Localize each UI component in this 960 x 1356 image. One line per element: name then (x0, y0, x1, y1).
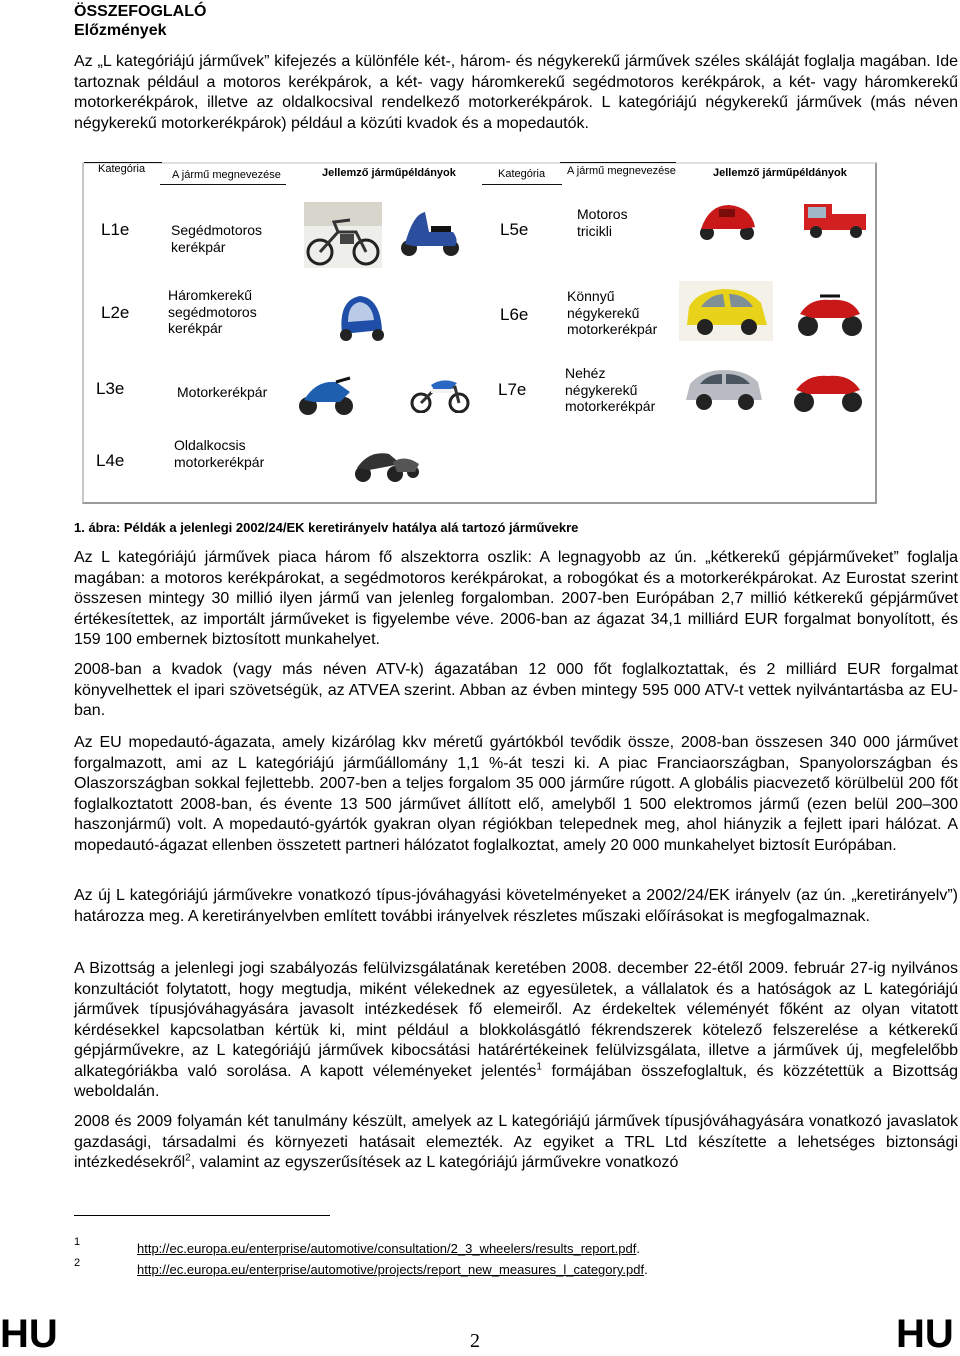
compact-car-photo (682, 364, 766, 414)
vehicle-name: Motorkerékpár (177, 384, 268, 400)
footnote-1 (137, 1241, 640, 1256)
footnote-link[interactable]: http://ec.europa.eu/enterprise/automotive/projects/report_new_measures_l_category.pdf (137, 1262, 645, 1277)
header-rule (482, 184, 562, 185)
microcar-paragraph: Az EU mopedautó-ágazata, amely kizárólag kkv méretű gyártókból tevődik össze, 2008-ban összesen 340 000 járművet forgalmazott, ami az L kategóriájú járműállomány 1,1 %-át teszi ki. A piac Franciaországban, Spanyolországban és Olaszországban sokkal fejlettebb. 2007-ben a teljes forgalom 35 000 járműre rúgott. A globális piacvezető körülbelül 200 főt foglalkoztatott 2008-ban, és évente 13 500 járművet állított elő, amelyből 1 500 elektromos jármű (ezen belül 200–300 haszonjármű) volt. A mopedautó-gyártók gyakran olyan régiókban telepednek meg, ahol hiányzik a fejlett ipari hálózat. A mopedautó-ágazat ellenben összetett partneri hálózatot foglalkoztat, amely 20 000 munkahelyet biztosít Európában. (74, 734, 958, 854)
covered-three-wheeler-photo (330, 290, 390, 342)
category-code: L7e (498, 380, 527, 399)
figure-caption: 1. ábra: Példák a jelenlegi 2002/24/EK keretirányelv hatálya alá tartozó járművekre (74, 520, 579, 535)
header-rule (84, 162, 162, 163)
pickup-truck-photo (800, 196, 870, 238)
language-code-right: HU (896, 1312, 954, 1356)
footnote-number: 1 (74, 1236, 81, 1248)
footnote-ref[interactable]: 1 (536, 1061, 542, 1073)
footnote-period: . (636, 1241, 640, 1256)
moped-photo (304, 202, 382, 268)
header-examples-right: Jellemző járműpéldányok (713, 167, 847, 179)
footnote-period: . (644, 1262, 648, 1277)
consultation-text: A Bizottság a jelenlegi jogi szabályozás felülvizsgálatának keretében 2008. december 22-étől 2009. február 27-ig nyilvános konzultációt folytatott, hogy megtudja, miként vélekednek az egyesületek, a vállalatok és a hatóságok az L kategóriájú járművek típusjóváhagyására javasolt intézkedések fő elemeiről. Az érdekeltek véleményét főként az olyan vitatott kérdésekkel kapcsolatban kértük ki, mint például a blokkolásgátló fékrendszerek kötelező felszerelése a kétkerekű gépjárművekre, az L kategóriájú járművek kibocsátási határértékeinek felülvizsgálata, illetve a járművek új, megfelelőbb alkategóriákba való sorolása. A kapott véleményeket jelentés (74, 960, 958, 1080)
sidecar-motorcycle-photo (349, 442, 421, 484)
page-number: 2 (470, 1330, 480, 1352)
studies-text-end: , valamint az egyszerűsítések az L kategóriájú járművekre vonatkozó (190, 1154, 679, 1171)
footnote-number: 2 (74, 1257, 81, 1269)
vehicle-name: Oldalkocsis motorkerékpár (174, 437, 265, 470)
consultation-paragraph (74, 959, 958, 1103)
studies-text: 2008 és 2009 folyamán két tanulmány készült, amelyek az L kategóriájú járművek típusjóváhagyására vonatkozó javaslatok gazdasági, társadalmi és környezeti hatásait elemezték. Az egyiket a TRL Ltd készítette a lehetséges biztonsági intézkedésekről (74, 1113, 958, 1171)
heavy-quad-photo (790, 366, 866, 414)
type-approval-paragraph: Az új L kategóriájú járművekre vonatkozó típus-jóváhagyási követelményeket a 2002/24/EK irányelv (az ún. „keretirányelv”) határozza meg. A keretirányelvben említett további irányelvek részletes műszaki előírásokat is megfogalmaznak. (74, 887, 958, 925)
category-code: L3e (96, 379, 125, 398)
header-category-right: Kategória (498, 168, 546, 180)
vehicle-name: Motoros tricikli (577, 206, 628, 239)
sport-motorcycle-photo (296, 372, 356, 416)
header-examples-left: Jellemző járműpéldányok (322, 167, 456, 179)
microcar-photo (679, 281, 773, 341)
header-rule (560, 162, 676, 163)
quad-bike-photo (794, 286, 866, 338)
studies-paragraph (74, 1112, 958, 1174)
header-category-left: Kategória (98, 163, 146, 175)
vehicle-category-figure (82, 162, 876, 502)
consultation-text-end: formájában összefoglaltuk, és közzétettük a Bizottság weboldalán. (74, 1062, 958, 1100)
enduro-motorcycle-photo (409, 371, 471, 413)
category-code: L6e (500, 305, 529, 324)
category-code: L5e (500, 220, 529, 239)
language-code-left: HU (0, 1312, 58, 1356)
vehicle-name: Könnyű négykerekű motorkerékpár (567, 288, 658, 337)
category-code: L1e (101, 220, 130, 239)
vehicle-name: Segédmotoros kerékpár (171, 222, 263, 255)
footnote-link[interactable]: http://ec.europa.eu/enterprise/automotive/consultation/2_3_wheelers/results_report.pdf (137, 1241, 637, 1256)
header-name-right: A jármű megnevezése (567, 165, 676, 177)
market-paragraph: Az L kategóriájú járművek piaca három fő alszektorra oszlik: A legnagyobb az ún. „kétkerekű gépjárműveket” foglalja magában: a motoros kerékpárokat, a segédmotoros kerékpárokat, a robogókat és a motorkerékpárokat. Az Eurostat szerint összesen mintegy 30 millió ilyen jármű van jelenleg forgalomban. 2007-ben Európában 2,7 millió kétkerekű gépjárművet értékesítettek, az importált járműveket is figyelembe véve. 2006-ban az ágazat 34,1 milliárd EUR forgalmat bonyolított, és 159 100 embernek biztosított munkahelyet. (74, 549, 958, 648)
category-code: L2e (101, 303, 130, 322)
scooter-photo (395, 206, 465, 258)
footnote-ref[interactable]: 2 (185, 1152, 191, 1164)
category-code: L4e (96, 451, 125, 470)
header-name-left: A jármű megnevezése (172, 169, 281, 181)
section-subtitle: Előzmények (74, 22, 167, 39)
intro-paragraph: Az „L kategóriájú járművek” kifejezés a különféle két-, három- és négykerekű járművek széles skáláját foglalja magában. Ide tartoznak például a motoros kerékpárok, a két- vagy háromkerekű segédmotoros kerékpárok, a két- vagy háromkerekű motorkerékpárok, illetve az oldalkocsival rendelkező motorkerékpárok. L kategóriájú négykerekű járművek (más néven négykerekű motorkerékpárok) például a közúti kvadok és a mopedautók. (74, 53, 958, 132)
footnote-separator (74, 1215, 330, 1216)
atv-paragraph: 2008-ban a kvadok (vagy más néven ATV-k) ágazatában 12 000 főt foglalkoztattak, és 2 milliárd EUR forgalmat könyvelhettek el ipari szövetségük, az ATVEA szerint. Abban az évben mintegy 595 000 ATV-t vettek nyilvántartásba az EU-ban. (74, 661, 958, 719)
vehicle-name: Nehéz négykerekű motorkerékpár (565, 365, 656, 414)
header-rule (160, 184, 286, 185)
section-title: ÖSSZEFOGLALÓ (74, 3, 207, 20)
trike-photo (695, 199, 761, 241)
vehicle-name: Háromkerekű segédmotoros kerékpár (168, 287, 257, 336)
footnote-2 (137, 1262, 648, 1277)
